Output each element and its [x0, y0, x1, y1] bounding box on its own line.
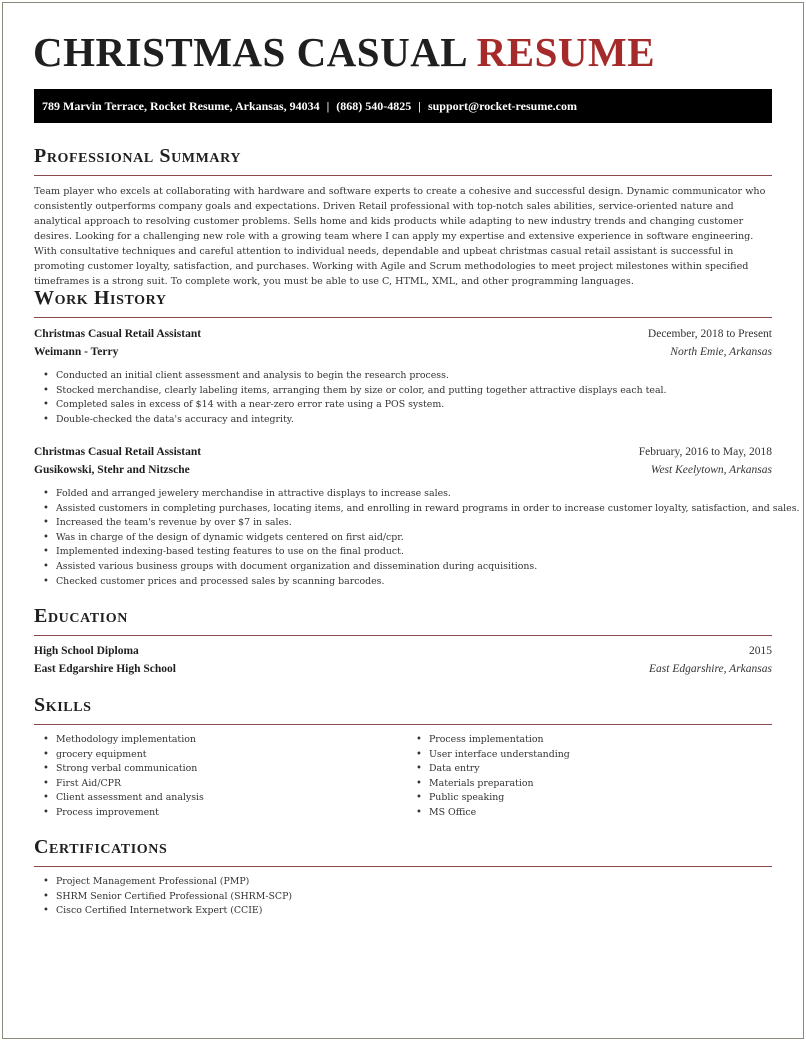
section-divider	[34, 175, 772, 176]
skills-list-right	[429, 733, 570, 821]
section-divider	[34, 866, 772, 867]
list-item: • Assisted customers in completing purchases, locating items, and enrolling in reward programs in order to increase customer loyalty, satisfaction, and sales.	[56, 502, 800, 517]
list-item: • Assisted various business groups with document organization and dissemination during acquisitions.	[56, 560, 800, 575]
contact-separator: |	[418, 99, 421, 113]
skill-item: • Process improvement	[56, 806, 204, 821]
skill-item: • First Aid/CPR	[56, 777, 204, 792]
skill-item: • Materials preparation	[429, 777, 570, 792]
section-title-certifications: Certifications	[34, 836, 168, 858]
certification-item: • Project Management Professional (PMP)	[56, 875, 292, 890]
list-item: • Implemented indexing-based testing features to use on the final product.	[56, 545, 800, 560]
list-item: • Completed sales in excess of $14 with a near-zero error rate using a POS system.	[56, 398, 667, 413]
section-title-work: Work History	[34, 287, 167, 309]
section-divider	[34, 317, 772, 318]
job-dates: February, 2016 to May, 2018	[638, 446, 772, 458]
contact-bar	[34, 89, 772, 123]
resume-title-main: CHRISTMAS CASUAL	[33, 29, 466, 75]
skill-item: • Public speaking	[429, 791, 570, 806]
contact-phone: (868) 540-4825	[336, 99, 412, 113]
contact-separator: |	[326, 99, 330, 113]
list-item: • Checked customer prices and processed sales by scanning barcodes.	[56, 575, 800, 590]
job-title: Christmas Casual Retail Assistant	[34, 328, 202, 340]
job-title: Christmas Casual Retail Assistant	[34, 446, 202, 458]
skill-item: • MS Office	[429, 806, 570, 821]
certification-item: • Cisco Certified Internetwork Expert (CCIE)	[56, 904, 292, 919]
section-title-skills: Skills	[34, 694, 92, 716]
section-title-summary: Professional Summary	[34, 145, 242, 167]
contact-email: support@rocket-resume.com	[427, 99, 577, 113]
section-title-education: Education	[34, 605, 128, 627]
certification-item: • SHRM Senior Certified Professional (SHRM-SCP)	[56, 890, 292, 905]
list-item: • Folded and arranged jewelery merchandise in attractive displays to increase sales.	[56, 487, 800, 502]
skill-item: • User interface understanding	[429, 748, 570, 763]
skill-item: • grocery equipment	[56, 748, 204, 763]
job-dates: December, 2018 to Present	[647, 328, 772, 340]
skill-item: • Methodology implementation	[56, 733, 204, 748]
skill-item: • Data entry	[429, 762, 570, 777]
job-bullets	[56, 487, 800, 589]
section-divider	[34, 635, 772, 636]
job-company: Weimann - Terry	[34, 346, 119, 358]
summary-text: Team player who excels at collaborating with hardware and software experts to create a cohesive and successful design. Dynamic communicator who consistently outperforms company goals and expectations. Driven Retail professional with top-notch sales abilities, service-oriented nature and analytical approach to resolving customer problems. Sells home and kids products while adapting to new industry trends and changing customer desires. Looking for a challenging new role with a growing team where I can apply my expertise and extensive experience in software engineering. With consultative techniques and careful attention to individual needs, dependable and upbeat christmas casual retail assistant is successful in promoting customer loyalty, satisfaction, and purchases. Working with Agile and Scrum methodologies to meet project milestones within specified timeframes is a strong suit. To complete work, you must be able to use C, HTML, XML, and other programming languages.	[34, 186, 766, 287]
certifications-list	[56, 875, 292, 919]
job-company: Gusikowski, Stehr and Nitzsche	[34, 464, 190, 476]
job-location: North Emie, Arkansas	[670, 346, 772, 358]
resume-title-accent: RESUME	[476, 29, 656, 75]
job-location: West Keelytown, Arkansas	[650, 464, 772, 476]
skill-item: • Strong verbal communication	[56, 762, 204, 777]
skill-item: • Process implementation	[429, 733, 570, 748]
contact-address: 789 Marvin Terrace, Rocket Resume, Arkansas, 94034	[42, 99, 320, 113]
list-item: • Stocked merchandise, clearly labeling items, arranging them by size or color, and putting together attractive displays each teal.	[56, 384, 667, 399]
education-degree: High School Diploma	[34, 645, 139, 657]
section-divider	[34, 724, 772, 725]
education-year: 2015	[749, 645, 772, 657]
resume-title	[33, 28, 655, 76]
job-bullets	[56, 369, 667, 427]
list-item: • Conducted an initial client assessment and analysis to begin the research process.	[56, 369, 667, 384]
education-school: East Edgarshire High School	[34, 663, 176, 675]
education-location: East Edgarshire, Arkansas	[649, 663, 772, 675]
skills-list-left	[56, 733, 204, 821]
list-item: • Double-checked the data's accuracy and integrity.	[56, 413, 667, 428]
skill-item: • Client assessment and analysis	[56, 791, 204, 806]
list-item: • Was in charge of the design of dynamic widgets centered on first aid/cpr.	[56, 531, 800, 546]
list-item: • Increased the team's revenue by over $7 in sales.	[56, 516, 800, 531]
